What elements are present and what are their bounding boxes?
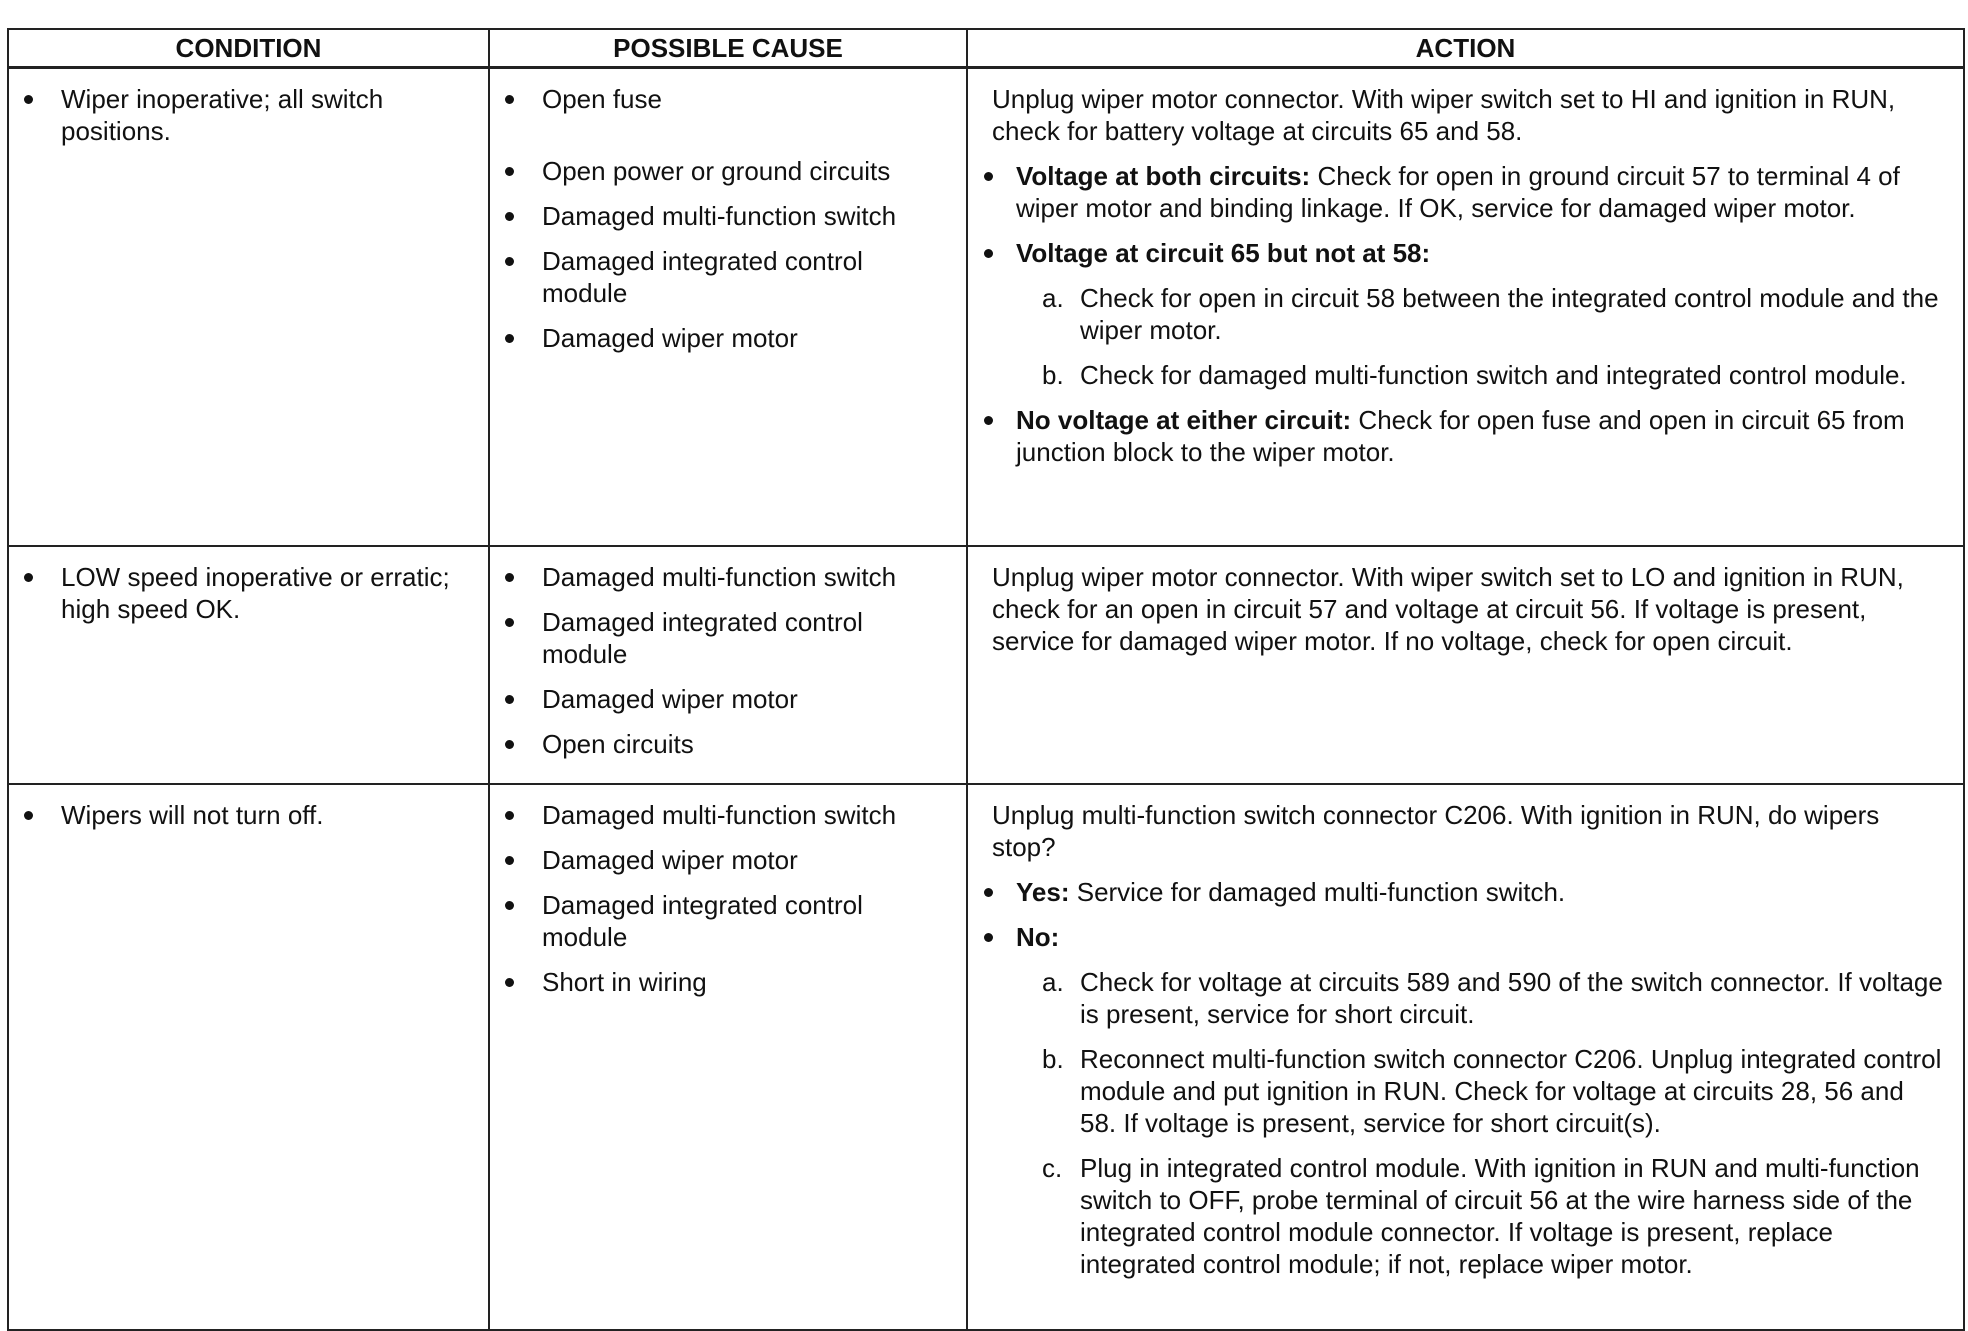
substep-text: Check for voltage at circuits 589 and 590 of the switch connector. If voltage is present, service for short circuit. <box>1080 966 1943 1029</box>
condition-cell <box>8 784 489 1330</box>
action-step <box>978 160 1943 224</box>
action-substep <box>978 359 1943 391</box>
condition-cell <box>8 68 489 546</box>
substep-text: Check for damaged multi-function switch and integrated control module. <box>1080 360 1907 390</box>
cause-item: Damaged integrated control module <box>502 889 954 953</box>
cause-item: Damaged multi-function switch <box>502 200 954 232</box>
action-step <box>978 921 1943 953</box>
action-step <box>978 237 1943 269</box>
cause-cell <box>489 68 967 546</box>
cause-item: Short in wiring <box>502 966 954 998</box>
substep-letter: a. <box>1042 283 1064 313</box>
cause-item: Damaged integrated control module <box>502 606 954 670</box>
action-step <box>978 404 1943 468</box>
cause-item: Damaged multi-function switch <box>502 799 954 831</box>
substep-text: Plug in integrated control module. With ignition in RUN and multi-function switch to OFF, probe terminal of circuit 56 at the wire harness side of the integrated control module connector. If voltage is present, replace integrated control module; if not, replace wiper motor. <box>1080 1152 1920 1279</box>
action-substep <box>978 1152 1943 1280</box>
action-step-lead: Voltage at both circuits: <box>1016 161 1311 191</box>
action-step-text: Check for open in ground circuit 57 to terminal 4 of wiper motor and binding linkage. If OK, service for damaged wiper motor. <box>1016 161 1900 223</box>
condition-text: LOW speed inoperative or erratic; high speed OK. <box>21 561 476 625</box>
action-substep <box>978 282 1943 346</box>
substep-letter: a. <box>1042 966 1064 997</box>
cause-cell <box>489 546 967 784</box>
substep-text: Reconnect multi-function switch connector C206. Unplug integrated control module and put ignition in RUN. Check for voltage at circuits 28, 56 and 58. If voltage is present, service for short circuit(s). <box>1080 1043 1942 1138</box>
action-cell <box>967 784 1964 1330</box>
condition-text: Wiper inoperative; all switch positions. <box>21 83 476 147</box>
table-row <box>8 784 1964 1330</box>
substep-text: Check for open in circuit 58 between the integrated control module and the wiper motor. <box>1080 283 1939 345</box>
cause-cell <box>489 784 967 1330</box>
table-row <box>8 546 1964 784</box>
action-step-lead: No: <box>1016 921 1060 952</box>
cause-item: Open fuse <box>502 83 954 115</box>
condition-text: Wipers will not turn off. <box>21 799 476 831</box>
header-condition: CONDITION <box>8 29 489 68</box>
action-intro: Unplug wiper motor connector. With wiper switch set to LO and ignition in RUN, check for an open in circuit 57 and voltage at circuit 56. If voltage is present, service for damaged wiper motor. If no voltage, check for open circuit. <box>992 561 1904 656</box>
substep-letter: b. <box>1042 1043 1064 1074</box>
action-intro: Unplug multi-function switch connector C206. With ignition in RUN, do wipers stop? <box>992 799 1880 862</box>
action-step-lead: Yes: <box>1016 876 1070 907</box>
cause-item: Open power or ground circuits <box>502 155 954 187</box>
header-row <box>8 29 1964 68</box>
diagnosis-table <box>7 28 1965 1331</box>
action-cell <box>967 68 1964 546</box>
action-step-text: Service for damaged multi-function switch. <box>1069 876 1566 907</box>
action-substep <box>978 966 1943 1030</box>
table-row <box>8 68 1964 546</box>
action-step-text: Check for open fuse and open in circuit 65 from junction block to the wiper motor. <box>1016 405 1905 467</box>
action-intro: Unplug wiper motor connector. With wiper switch set to HI and ignition in RUN, check for battery voltage at circuits 65 and 58. <box>992 84 1896 146</box>
cause-item: Damaged wiper motor <box>502 322 954 354</box>
substep-letter: b. <box>1042 360 1064 390</box>
action-cell <box>967 546 1964 784</box>
action-substep <box>978 1043 1943 1139</box>
condition-cell <box>8 546 489 784</box>
action-step-lead: Voltage at circuit 65 but not at 58: <box>1016 238 1431 268</box>
header-action: ACTION <box>967 29 1964 68</box>
action-step <box>978 876 1943 908</box>
cause-item: Damaged wiper motor <box>502 683 954 715</box>
action-step-lead: No voltage at either circuit: <box>1016 405 1352 435</box>
header-possible-cause: POSSIBLE CAUSE <box>489 29 967 68</box>
cause-item: Open circuits <box>502 728 954 760</box>
cause-item: Damaged wiper motor <box>502 844 954 876</box>
cause-item: Damaged multi-function switch <box>502 561 954 593</box>
cause-item: Damaged integrated control module <box>502 245 954 309</box>
substep-letter: c. <box>1042 1152 1063 1183</box>
